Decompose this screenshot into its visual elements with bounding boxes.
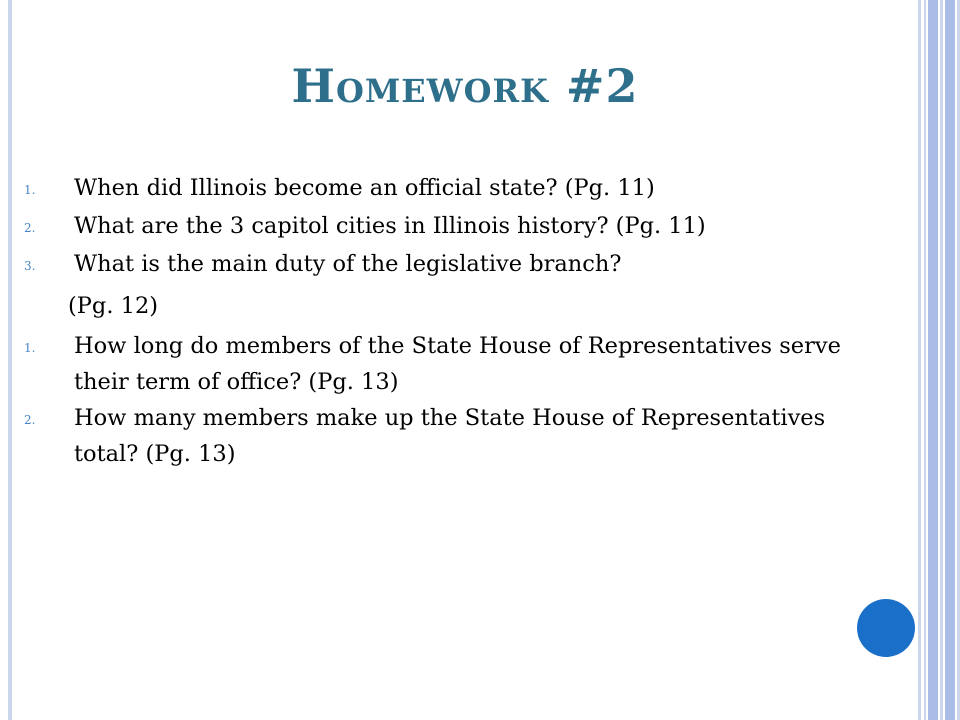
right-stripe-decoration bbox=[918, 0, 960, 720]
list-item-text: When did Illinois become an official state? (Pg. 11) bbox=[74, 175, 655, 201]
list-item-text: What are the 3 capitol cities in Illinois history? (Pg. 11) bbox=[74, 213, 706, 239]
list-item-text: (Pg. 12) bbox=[68, 293, 159, 319]
list-number: 3. bbox=[24, 259, 36, 273]
list-number: 1. bbox=[24, 183, 36, 197]
decorative-circle bbox=[857, 599, 915, 657]
question-list bbox=[24, 170, 884, 472]
list-number: 1. bbox=[24, 341, 36, 355]
list-item bbox=[24, 170, 884, 208]
list-item-continuation bbox=[24, 288, 884, 324]
slide-title: Homework #2 bbox=[291, 59, 639, 113]
list-item bbox=[24, 400, 884, 472]
list-item bbox=[24, 246, 884, 284]
list-item-text: How long do members of the State House of Representatives serve their term of office? (Pg. 13) bbox=[74, 333, 841, 395]
list-item-text: What is the main duty of the legislative branch? bbox=[74, 251, 622, 277]
list-number: 2. bbox=[24, 413, 36, 427]
list-item bbox=[24, 328, 884, 400]
list-number: 2. bbox=[24, 221, 36, 235]
list-item bbox=[24, 208, 884, 246]
list-item-text: How many members make up the State House of Representatives total? (Pg. 13) bbox=[74, 405, 826, 467]
